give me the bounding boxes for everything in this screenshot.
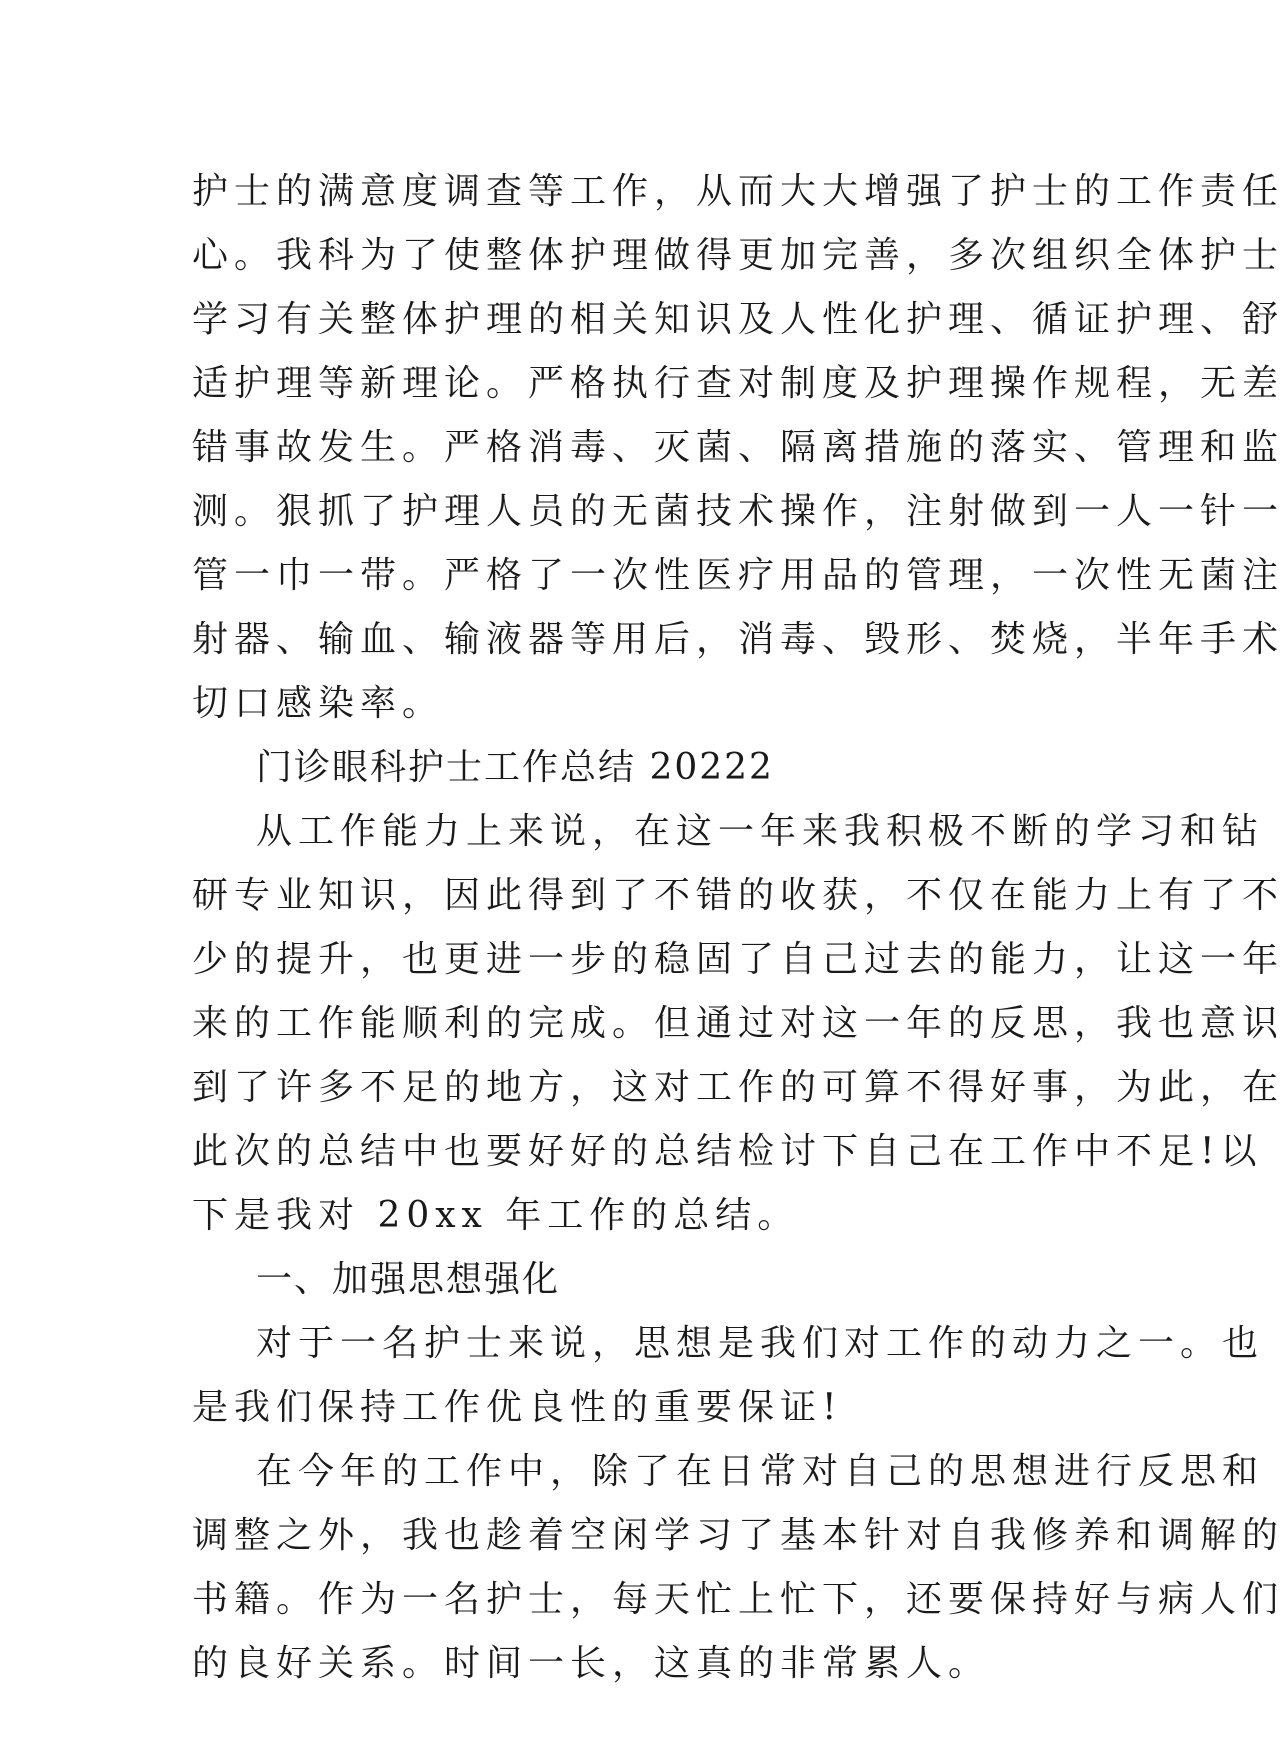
text-line: 书籍。作为一名护士，每天忙上忙下，还要保持好与病人们 [192,1579,1284,1620]
section-title: 门诊眼科护士工作总结 20222 [256,747,774,788]
paragraph-first-line: 在今年的工作中，除了在日常对自己的思想进行反思和 [256,1451,1265,1492]
paragraph-first-line: 对于一名护士来说，思想是我们对工作的动力之一。也 [256,1323,1265,1364]
text-line: 管一巾一带。严格了一次性医疗用品的管理，一次性无菌注 [192,555,1284,596]
document-body [192,160,1284,1696]
text-line: 研专业知识，因此得到了不错的收获，不仅在能力上有了不 [192,875,1284,916]
text-line: 此次的总结中也要好好的总结检讨下自己在工作中不足!以 [192,1131,1263,1172]
text-line: 是我们保持工作优良性的重要保证! [192,1387,843,1428]
text-line: 适护理等新理论。严格执行查对制度及护理操作规程，无差 [192,363,1284,404]
text-line: 学习有关整体护理的相关知识及人性化护理、循证护理、舒 [192,299,1284,340]
text-line: 来的工作能顺利的完成。但通过对这一年的反思，我也意识 [192,1003,1284,1044]
paragraph-first-line: 从工作能力上来说，在这一年来我积极不断的学习和钻 [256,811,1265,852]
text-line: 下是我对 20xx 年工作的总结。 [192,1195,800,1236]
text-line: 护士的满意度调查等工作，从而大大增强了护士的工作责任 [192,171,1284,212]
text-line: 射器、输血、输液器等用后，消毒、毁形、焚烧，半年手术 [192,619,1284,660]
text-line: 测。狠抓了护理人员的无菌技术操作，注射做到一人一针一 [192,491,1284,532]
text-line: 切口感染率。 [192,683,445,724]
subsection-heading: 一、加强思想强化 [256,1259,561,1300]
text-line: 心。我科为了使整体护理做得更加完善，多次组织全体护士 [192,235,1284,276]
text-line: 到了许多不足的地方，这对工作的可算不得好事，为此，在 [192,1067,1284,1108]
text-line: 错事故发生。严格消毒、灭菌、隔离措施的落实、管理和监 [192,427,1284,468]
text-line: 调整之外，我也趁着空闲学习了基本针对自我修养和调解的 [192,1515,1284,1556]
text-line: 少的提升，也更进一步的稳固了自己过去的能力，让这一年 [192,939,1284,980]
text-line: 的良好关系。时间一长，这真的非常累人。 [192,1643,991,1684]
